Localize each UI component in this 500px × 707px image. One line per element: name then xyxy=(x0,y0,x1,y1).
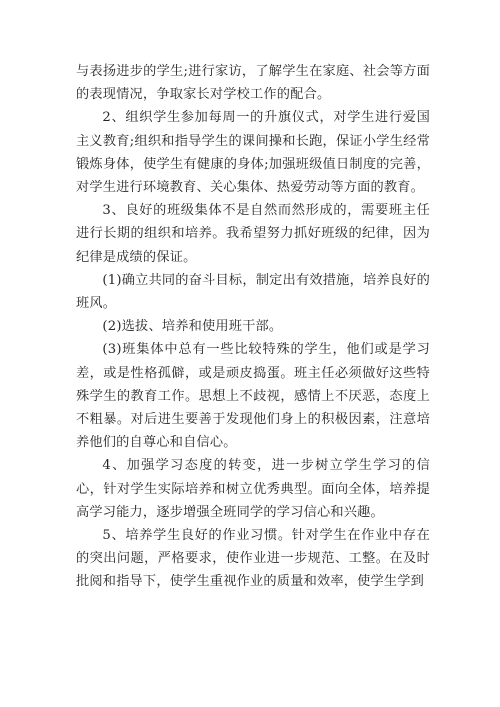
paragraph-5: (2)选拔、培养和使用班干部。 xyxy=(102,319,283,335)
paragraph-8: 5、培养学生良好的作业习惯。针对学生在作业中存在的突出问题，严格要求，使作业进一步规范、工整。在及时批阅和指导下，使学生重视作业的质量和效率，使学生学到 xyxy=(76,528,430,590)
paragraph-3: 3、良好的班级集体不是自然而然形成的，需要班主任进行长期的组织和培养。我希望努力抓好班级的纪律，因为纪律是成绩的保证。 xyxy=(76,203,430,265)
paragraph-6: (3)班集体中总有一些比较特殊的学生，他们或是学习差，或是性格孤僻，或是顽皮捣蛋。班主任必须做好这些特殊学生的教育工作。思想上不歧视，感情上不厌恶，态度上不粗暴。对后进生要善于发现他们身上的积极因素，注意培养他们的自尊心和自信心。 xyxy=(76,342,430,451)
paragraph-2: 2、组织学生参加每周一的升旗仪式，对学生进行爱国主义教育;组织和指导学生的课间操和长跑，保证小学生经常锻炼身体，使学生有健康的身体;加强班级值日制度的完善，对学生进行环境教育、关心集体、热爱劳动等方面的教育。 xyxy=(76,110,430,196)
document-page xyxy=(76,60,430,594)
paragraph-1: 与表扬进步的学生;进行家访，了解学生在家庭、社会等方面的表现情况，争取家长对学校工作的配合。 xyxy=(76,64,430,103)
paragraph-4: (1)确立共同的奋斗目标，制定出有效措施，培养良好的班风。 xyxy=(76,272,430,312)
paragraph-7: 4、加强学习态度的转变，进一步树立学生学习的信心，针对学生实际培养和树立优秀典型。面向全体，培养提高学习能力，逐步增强全班同学的学习信心和兴趣。 xyxy=(76,458,430,520)
